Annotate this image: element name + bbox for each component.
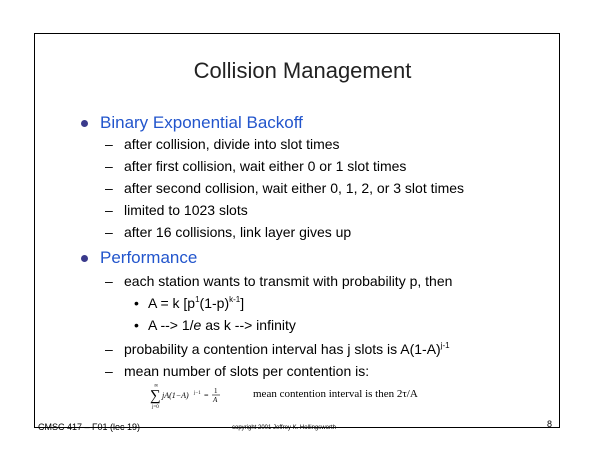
formula-line-a bbox=[148, 294, 244, 312]
superscript: 1 bbox=[195, 295, 200, 304]
sum-formula bbox=[150, 382, 240, 412]
bullet-dot bbox=[81, 255, 88, 262]
section-heading-performance: Performance bbox=[100, 248, 198, 267]
list-item: after 16 collisions, link layer gives up bbox=[124, 224, 352, 240]
mean-interval-text: mean contention interval is then 2τ/A bbox=[253, 388, 418, 400]
dash-marker: – bbox=[105, 136, 113, 152]
slide-title: Collision Management bbox=[193, 58, 412, 83]
list-item: each station wants to transmit with probability p, then bbox=[124, 273, 453, 289]
text-run: A --> 1/ bbox=[148, 317, 194, 333]
sum-term-exponent: j−1 bbox=[194, 391, 201, 396]
footer-course: CMSC 417 – F01 (lec 19) bbox=[38, 422, 141, 432]
dash-marker: – bbox=[105, 158, 113, 174]
dash-marker: – bbox=[105, 273, 113, 289]
section-heading-backoff: Binary Exponential Backoff bbox=[100, 113, 303, 132]
list-item bbox=[124, 340, 450, 358]
bullet-dot bbox=[81, 120, 88, 127]
text-run: A = k [p bbox=[148, 295, 196, 311]
dash-marker: – bbox=[105, 341, 113, 357]
list-item: after collision, divide into slot times bbox=[124, 136, 340, 152]
sum-term: jA(1−A) bbox=[162, 391, 189, 400]
dash-marker: – bbox=[105, 202, 113, 218]
text-run: probability a contention interval has j slots is A(1-A) bbox=[124, 341, 441, 357]
equals-sign: = bbox=[204, 391, 209, 400]
list-item: after first collision, wait either 0 or 1 slot times bbox=[124, 158, 407, 174]
text-run: ] bbox=[240, 295, 245, 311]
dash-marker: – bbox=[105, 363, 113, 379]
sub-bullet-marker: • bbox=[134, 295, 139, 311]
superscript: k-1 bbox=[229, 295, 241, 304]
sub-bullet-marker: • bbox=[134, 317, 139, 333]
dash-marker: – bbox=[105, 224, 113, 240]
text-run: as k --> infinity bbox=[201, 317, 296, 333]
sum-lower-limit: j=0 bbox=[152, 405, 159, 410]
fraction-denominator: A bbox=[213, 396, 218, 404]
text-run: (1-p) bbox=[199, 295, 230, 311]
page-number: 8 bbox=[547, 419, 553, 429]
list-item: mean number of slots per contention is: bbox=[124, 363, 370, 379]
text-run-italic: e bbox=[193, 317, 202, 333]
limit-line bbox=[148, 316, 296, 334]
superscript: j-1 bbox=[440, 341, 450, 350]
list-item: limited to 1023 slots bbox=[124, 202, 248, 218]
dash-marker: – bbox=[105, 180, 113, 196]
sum-upper-limit: ∞ bbox=[154, 383, 159, 389]
sum-sigma: ∑ bbox=[150, 388, 161, 404]
footer-copyright: copyright 2001 Jeffrey K. Hollingsworth bbox=[232, 425, 336, 431]
list-item: after second collision, wait either 0, 1, 2, or 3 slot times bbox=[124, 180, 465, 196]
fraction-numerator: 1 bbox=[214, 387, 218, 395]
